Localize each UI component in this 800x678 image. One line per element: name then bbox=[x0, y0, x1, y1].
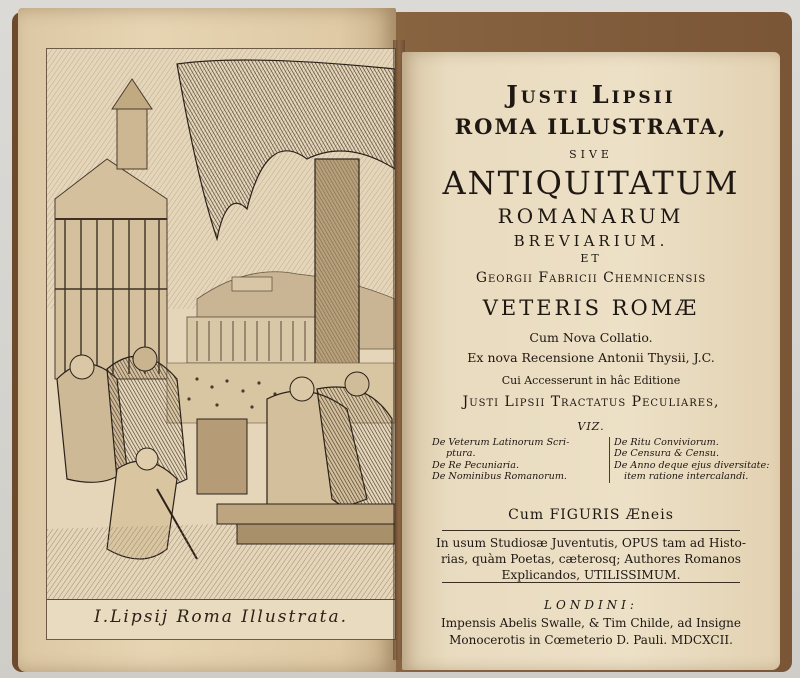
publisher-line-1: Impensis Abelis Swalle, & Tim Childe, ad Insigne bbox=[441, 616, 741, 630]
cum-figuris: Cum FIGURIS Æneis bbox=[508, 507, 674, 523]
treatise-item: De Veterum Latinorum Scri- bbox=[432, 437, 570, 448]
usum-line-3: Explicandos, UTILISSIMUM. bbox=[501, 568, 681, 582]
author-line: Justi Lipsii bbox=[506, 80, 676, 109]
treatise-item: De Re Pecuniaria. bbox=[432, 459, 520, 471]
viz-label: VIZ. bbox=[577, 420, 605, 433]
publisher-line-2: Monocerotis in Cœmeterio D. Pauli. MDCXCII. bbox=[449, 633, 733, 647]
accesserunt-line: Cui Accesserunt in hâc Editione bbox=[501, 374, 681, 387]
city-londini: LONDINI: bbox=[544, 598, 638, 612]
divider-rule bbox=[442, 582, 740, 583]
title-page bbox=[402, 52, 780, 670]
title-sive: SIVE bbox=[569, 148, 613, 161]
tractatus-line: Justi Lipsii Tractatus Peculiares, bbox=[462, 394, 720, 410]
divider-rule bbox=[442, 530, 740, 531]
frontispiece-caption: I.Lipsij Roma Illustrata. bbox=[47, 599, 395, 634]
title-antiquitatum: ANTIQUITATUM bbox=[442, 164, 740, 202]
frontispiece-engraving bbox=[46, 48, 396, 640]
usum-line-2: rias, quàm Poetas, cæterosq; Authores Romanos bbox=[440, 552, 742, 566]
main-title: ROMA ILLUSTRATA, bbox=[454, 114, 728, 139]
treatise-item: item ratione intercalandi. bbox=[624, 471, 749, 483]
treatise-item: De Ritu Conviviorum. bbox=[614, 437, 719, 448]
treatise-list bbox=[432, 437, 770, 512]
title-romanarum: ROMANARUM bbox=[497, 204, 685, 228]
treatise-list-left bbox=[432, 437, 600, 483]
treatise-list-right bbox=[609, 437, 782, 483]
fabricius-line: Georgii Fabricii Chemnicensis bbox=[475, 270, 707, 286]
frontispiece-page bbox=[18, 8, 396, 672]
treatise-item: ptura. bbox=[446, 448, 476, 460]
recensione-line: Ex nova Recensione Antonii Thysii, J.C. bbox=[467, 350, 715, 365]
cum-nova-collatio: Cum Nova Collatio. bbox=[529, 330, 653, 345]
treatise-item: De Censura & Censu. bbox=[614, 448, 720, 460]
title-et: ET bbox=[580, 252, 602, 265]
engraving-illustration bbox=[47, 49, 395, 599]
usum-line-1: In usum Studiosæ Juventutis, OPUS tam ad Histo- bbox=[435, 536, 746, 550]
title-breviarium: BREVIARIUM. bbox=[513, 232, 669, 250]
treatise-item: De Nominibus Romanorum. bbox=[432, 471, 567, 483]
veteris-romae: VETERIS ROMÆ bbox=[482, 296, 700, 320]
treatise-item: De Anno deque ejus diversitate: bbox=[614, 459, 770, 471]
